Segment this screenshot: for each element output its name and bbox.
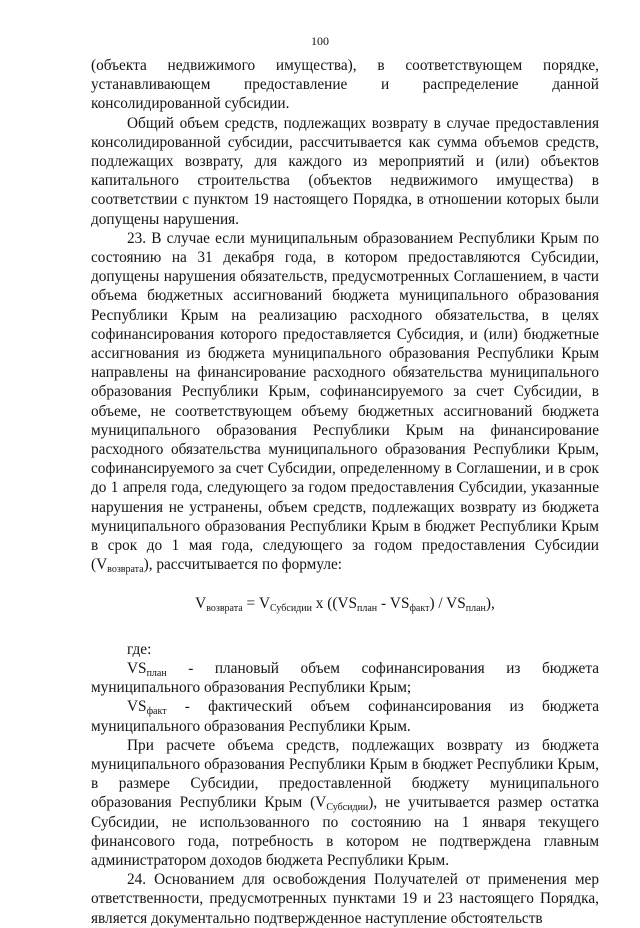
page-number: 100: [311, 34, 329, 48]
p23-main-text: 23. В случае если муниципальным образованием Республики Крым по состоянию на 31 декабря года, в котором предоставляются Субсидии, допущены нарушения обязательств, предусмотренных Соглашением, в части объема бюджетных ассигнований бюджета муниципального образования Республики Крым на реализацию расходного обязательства, в целях софинансирования которого предоставляется Субсидия, и (или) бюджетные ассигнования из бюджета муниципального образования Республики Крым направлены на финансирование расходного обязательства муниципального образования Республики Крым, софинансируемого за счет Субсидии, в объеме, не соответствующем объему бюджетных ассигнований бюджета муниципального образования Республики Крым на финансирование расходного обязательства муниципального образования Республики Крым, софинансируемого за счет Субсидии, определенному в Соглашении, и в срок до 1 апреля года, следующего за годом предоставления Субсидии, указанные нарушения не устранены, объем средств, подлежащих возврату из бюджета муниципального образования Республики Крым в бюджет Республики Крым в срок до 1 мая года, следующего за годом предоставления Субсидии (: [91, 229, 599, 574]
formula-mid: x ((VS: [311, 595, 358, 613]
paragraph-continuation: (объекта недвижимого имущества), в соответствующем порядке, устанавливающем предоставление и распределение данной консолидированной субсидии.: [91, 57, 599, 113]
paragraph-calculation: [91, 736, 599, 870]
def-fact-sub: факт: [146, 706, 167, 718]
where-label: где:: [127, 640, 152, 658]
calc-subsidy-sub: Субсидии: [326, 802, 369, 814]
definition-plan: [91, 659, 599, 697]
formula-close: ),: [485, 595, 495, 613]
calc-start-text: При расчете объема средств, подлежащих возврату из бюджета муниципального образования Республики Крым в бюджет Республики Крым, в размере Субсидии, предоставленной бюджету муниципального образования Республики Крым (V: [91, 736, 599, 812]
calc-end-text: ), не учитывается размер остатка Субсидии, не использованного по состоянию на 1 января текущего финансового года, потребность в котором не подтверждена главным администратором доходов бюджета Республики Крым.: [91, 794, 599, 869]
paragraph-23: [91, 229, 599, 575]
def-plan-sub: план: [146, 667, 167, 679]
paragraph-24: 24. Основанием для освобождения Получателей от применения мер ответственности, предусмотренных пунктами 19 и 23 настоящего Порядка, является документально подтвержденное наступление обстоятельств: [91, 871, 599, 927]
return-formula: [91, 594, 599, 613]
def-fact-symbol: VS: [127, 698, 147, 716]
document-body: [91, 56, 599, 928]
def-plan-symbol: VS: [127, 659, 147, 677]
formula-minus: - VS: [377, 595, 410, 613]
definition-fact: [91, 697, 599, 735]
def-fact-text: - фактический объем софинансирования из бюджета муниципального образования Республики Крым.: [91, 698, 599, 735]
formula-fact-sub: факт: [409, 603, 430, 615]
formula-plan-sub: план: [357, 603, 378, 615]
formula-v-sub: возврата: [206, 603, 243, 615]
paragraph-total-volume: Общий объем средств, подлежащих возврату в случае предоставления консолидированной субсидии, рассчитывается как сумма объемов средств, подлежащих возврату, для каждого из мероприятий и (или) объектов капитального строительства (объектов недвижимого имущества) в соответствии с пунктом 19 настоящего Порядка, в отношении которых были допущены нарушения.: [91, 114, 599, 228]
p23-end-text: ), рассчитывается по формуле:: [143, 556, 342, 574]
formula-div: ) / VS: [429, 595, 466, 613]
p23-v-symbol: V: [96, 556, 108, 574]
p23-v-subscript: возврата: [107, 564, 144, 576]
formula-plan-sub-2: план: [465, 603, 486, 615]
formula-v: V: [195, 595, 207, 613]
formula-eq: = V: [242, 595, 270, 613]
def-plan-text: - плановый объем софинансирования из бюджета муниципального образования Республики Крым;: [91, 659, 599, 697]
formula-subsidy-sub: Субсидии: [270, 603, 312, 615]
